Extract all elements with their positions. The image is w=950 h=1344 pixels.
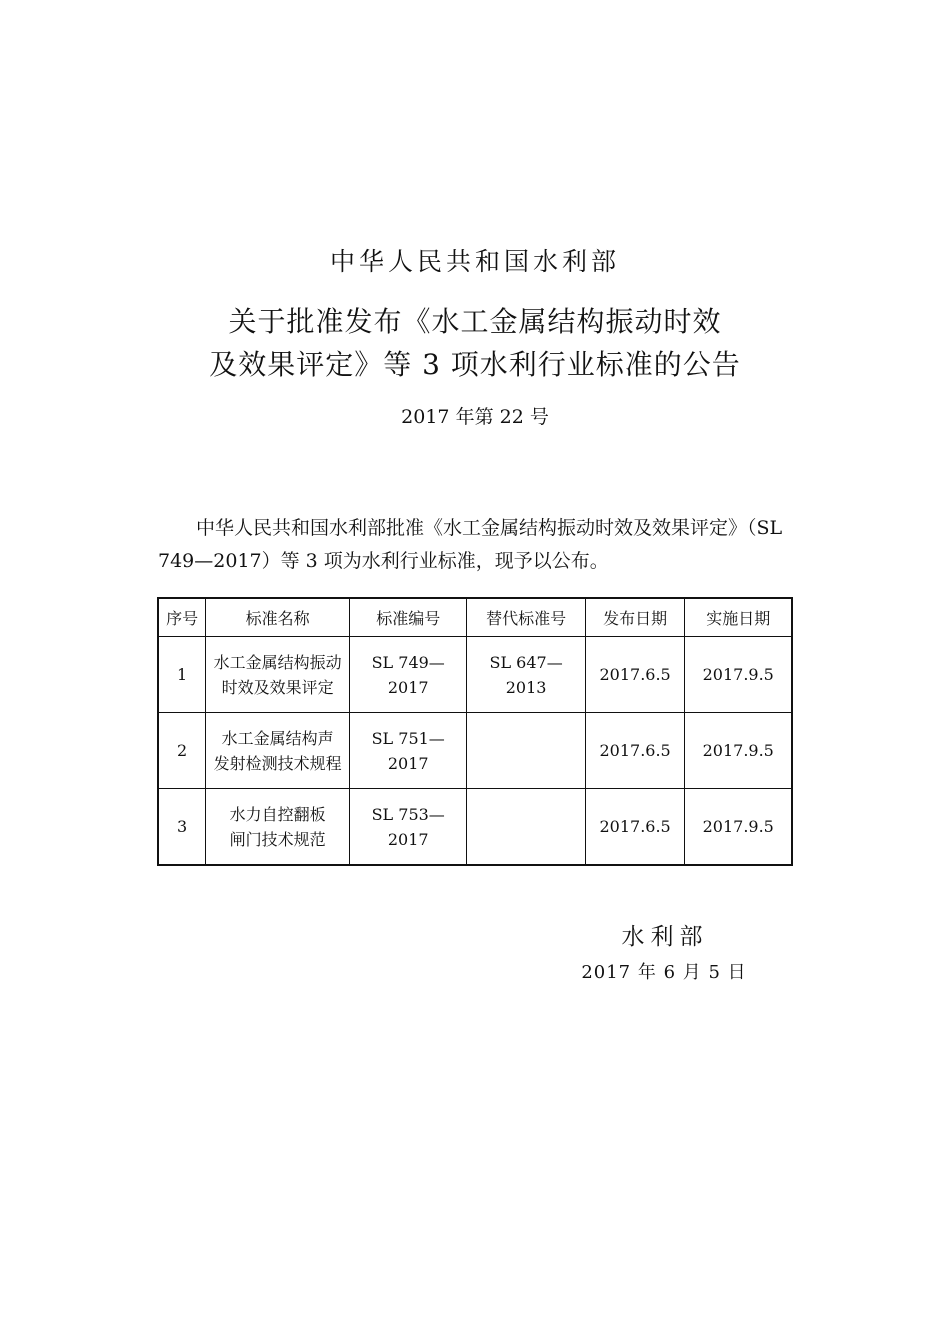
row-effective-date: 2017.9.5 xyxy=(685,713,792,789)
header-replaced-standard: 替代标准号 xyxy=(467,598,585,637)
row-index: 3 xyxy=(158,789,206,866)
signing-authority: 水利部 xyxy=(621,924,709,950)
header-publish-date: 发布日期 xyxy=(585,598,685,637)
row-standard-code: SL 751—2017 xyxy=(349,713,466,789)
standard-name-line: 时效及效果评定 xyxy=(221,677,334,697)
row-publish-date: 2017.6.5 xyxy=(585,789,685,866)
header-standard-code: 标准编号 xyxy=(349,598,466,637)
row-replaced-standard: SL 647—2013 xyxy=(467,637,585,713)
header-index: 序号 xyxy=(158,598,206,637)
issuing-organization-title: 中华人民共和国水利部 xyxy=(329,247,620,276)
notice-body-paragraph: 中华人民共和国水利部批准《水工金属结构振动时效及效果评定》（SL 749—2017）等 3 项为水利行业标准，现予以公布。 xyxy=(158,517,783,572)
row-replaced-standard xyxy=(467,789,585,866)
notice-title-line-1: 关于批准发布《水工金属结构振动时效 xyxy=(228,305,722,338)
row-index: 2 xyxy=(158,713,206,789)
row-index: 1 xyxy=(158,637,206,713)
row-standard-name xyxy=(206,713,350,789)
row-replaced-standard xyxy=(467,713,585,789)
row-effective-date: 2017.9.5 xyxy=(685,637,792,713)
standard-name-line: 水力自控翻板 xyxy=(229,804,326,824)
row-standard-name xyxy=(206,637,350,713)
standard-name-line: 水工金属结构声 xyxy=(221,728,334,748)
standards-table xyxy=(157,597,793,866)
notice-title-line-2: 及效果评定》等 3 项水利行业标准的公告 xyxy=(209,348,741,381)
signing-date: 2017 年 6 月 5 日 xyxy=(581,962,747,983)
standard-name-line: 水工金属结构振动 xyxy=(213,652,342,672)
row-publish-date: 2017.6.5 xyxy=(585,637,685,713)
row-standard-name xyxy=(206,789,350,866)
header-standard-name: 标准名称 xyxy=(206,598,350,637)
standard-name-line: 发射检测技术规程 xyxy=(213,753,342,773)
header-effective-date: 实施日期 xyxy=(685,598,792,637)
row-publish-date: 2017.6.5 xyxy=(585,713,685,789)
table-row xyxy=(158,637,792,713)
row-standard-code: SL 753—2017 xyxy=(349,789,466,866)
notice-number: 2017 年第 22 号 xyxy=(401,406,549,428)
table-header-row xyxy=(158,598,792,637)
row-effective-date: 2017.9.5 xyxy=(685,789,792,866)
table-row xyxy=(158,789,792,866)
standard-name-line: 闸门技术规范 xyxy=(229,829,326,849)
table-row xyxy=(158,713,792,789)
row-standard-code: SL 749—2017 xyxy=(349,637,466,713)
